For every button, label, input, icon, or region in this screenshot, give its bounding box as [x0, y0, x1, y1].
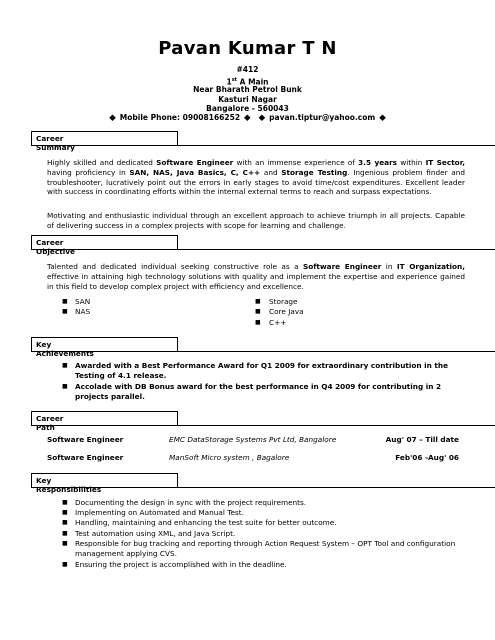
body-text: Talented and dedicated individual seeking constructive role as a	[47, 262, 303, 271]
section-rule	[178, 425, 495, 426]
bullet-icon: ■	[62, 362, 68, 369]
bullet-icon: ■	[255, 298, 261, 305]
bullet-icon: ■	[255, 308, 261, 315]
bullet-icon: ■	[62, 298, 68, 305]
bullet-icon: ■	[62, 308, 68, 315]
job-dates: Aug' 07 – Till date	[385, 435, 459, 444]
bullet-icon: ■	[62, 499, 68, 506]
body-text: effective in attaining high technology solutions with quality and implement the expertise and experience gained in this field to develop complex project with efficiency and excellence.	[47, 271, 465, 291]
emphasis-text: Software Engineer	[156, 158, 234, 167]
bullet-icon: ■	[62, 519, 68, 526]
job-company: ManSoft Micro system , Bagalore	[169, 453, 290, 462]
emphasis-text: IT Organization,	[396, 262, 465, 271]
candidate-name: Pavan Kumar T N	[158, 38, 337, 59]
job-title: Software Engineer	[47, 435, 124, 444]
body-text: having proficiency in	[47, 167, 130, 177]
job-company: EMC DataStorage Systems Pvt Ltd, Bangalore	[169, 435, 337, 444]
section-rule	[178, 487, 495, 488]
job-dates: Feb'06 -Aug' 06	[395, 453, 459, 462]
diamond-icon: ◆	[258, 113, 266, 123]
body-text: Highly skilled and dedicated	[47, 158, 157, 167]
skill-item: Core Java	[269, 307, 304, 316]
address-line-1: #412	[236, 65, 259, 74]
career-objective-paragraph	[47, 262, 465, 291]
section-title: Career Objective	[36, 238, 75, 256]
section-title: Key Responsibilities	[36, 476, 102, 494]
bullet-icon: ■	[62, 540, 68, 547]
responsibility-item: Responsible for bug tracking and reporting through Action Request System – OPT Tool and configuration management applying CVS.	[75, 539, 456, 558]
responsibility-item: Ensuring the project is accomplished with in the deadline.	[75, 560, 287, 569]
section-rule	[178, 249, 495, 250]
section-title: Career Summary	[36, 134, 75, 152]
body-text: in	[381, 262, 397, 271]
responsibility-item: Handling, maintaining and enhancing the test suite for better outcome.	[75, 518, 337, 527]
body-text: and	[260, 167, 282, 177]
bullet-icon: ■	[62, 530, 68, 537]
bullet-icon: ■	[62, 383, 68, 390]
section-title: Key Achievements	[36, 340, 94, 358]
skill-item: NAS	[75, 307, 91, 316]
emphasis-text: 3.5 years	[358, 158, 398, 167]
diamond-icon: ◆	[379, 113, 386, 123]
emphasis-text: Software Engineer	[302, 262, 382, 271]
section-rule	[178, 145, 495, 146]
skill-item: C++	[269, 318, 287, 327]
section-rule	[178, 351, 495, 352]
responsibility-item: Documenting the design in sync with the project requirements.	[75, 498, 307, 507]
address-line-3: Near Bharath Petrol Bunk	[193, 85, 302, 94]
address-line-2: 1st A Main	[226, 77, 269, 87]
address-line-4: Kasturi Nagar	[218, 95, 277, 104]
skill-item: SAN	[75, 297, 91, 306]
emphasis-text: IT Sector,	[425, 158, 465, 167]
responsibility-item: Implementing on Automated and Manual Test.	[75, 508, 244, 517]
achievement-item: Accolade with DB Bonus award for the best performance in Q4 2009 for contributing in 2 projects parallel.	[75, 382, 442, 401]
body-text: within	[397, 158, 426, 167]
body-text: . Ingenious problem finder and troubleshooter, lucratively point out the errors in early stages to avoid time/cost expenditures. Excellent leader with success in coordinating efforts within the internal external terms to reach and surpass expectations.	[47, 167, 465, 197]
emphasis-text: SAN, NAS, Java Basics, C, C++	[129, 167, 261, 177]
skill-item: Storage	[269, 297, 298, 306]
job-title: Software Engineer	[47, 453, 124, 462]
bullet-icon: ■	[62, 561, 68, 568]
responsibility-item: Test automation using XML, and Java Script.	[75, 529, 236, 538]
bullet-icon: ■	[255, 319, 261, 326]
diamond-icon: ◆	[109, 113, 116, 123]
emphasis-text: Storage Testing	[281, 167, 348, 177]
achievement-item: Awarded with a Best Performance Award for Q1 2009 for extraordinary contribution in the Testing of 4.1 release.	[75, 361, 449, 380]
diamond-icon: ◆	[244, 113, 251, 123]
career-summary-paragraph-1	[47, 158, 465, 197]
career-summary-paragraph-2: Motivating and enthusiastic individual through an excellent approach to achieve triumph in all projects. Capable of delivering success in a complex projects with scope for learning and challenge.	[47, 211, 465, 230]
email-address: pavan.tiptur@yahoo.com	[269, 113, 376, 122]
phone-number: Mobile Phone: 09008166252	[119, 113, 241, 122]
bullet-icon: ■	[62, 509, 68, 516]
address-line-5: Bangalore - 560043	[206, 104, 289, 113]
contact-line	[0, 113, 495, 123]
section-title: Career Path	[36, 414, 64, 432]
body-text: with an immense experience of	[233, 158, 359, 167]
